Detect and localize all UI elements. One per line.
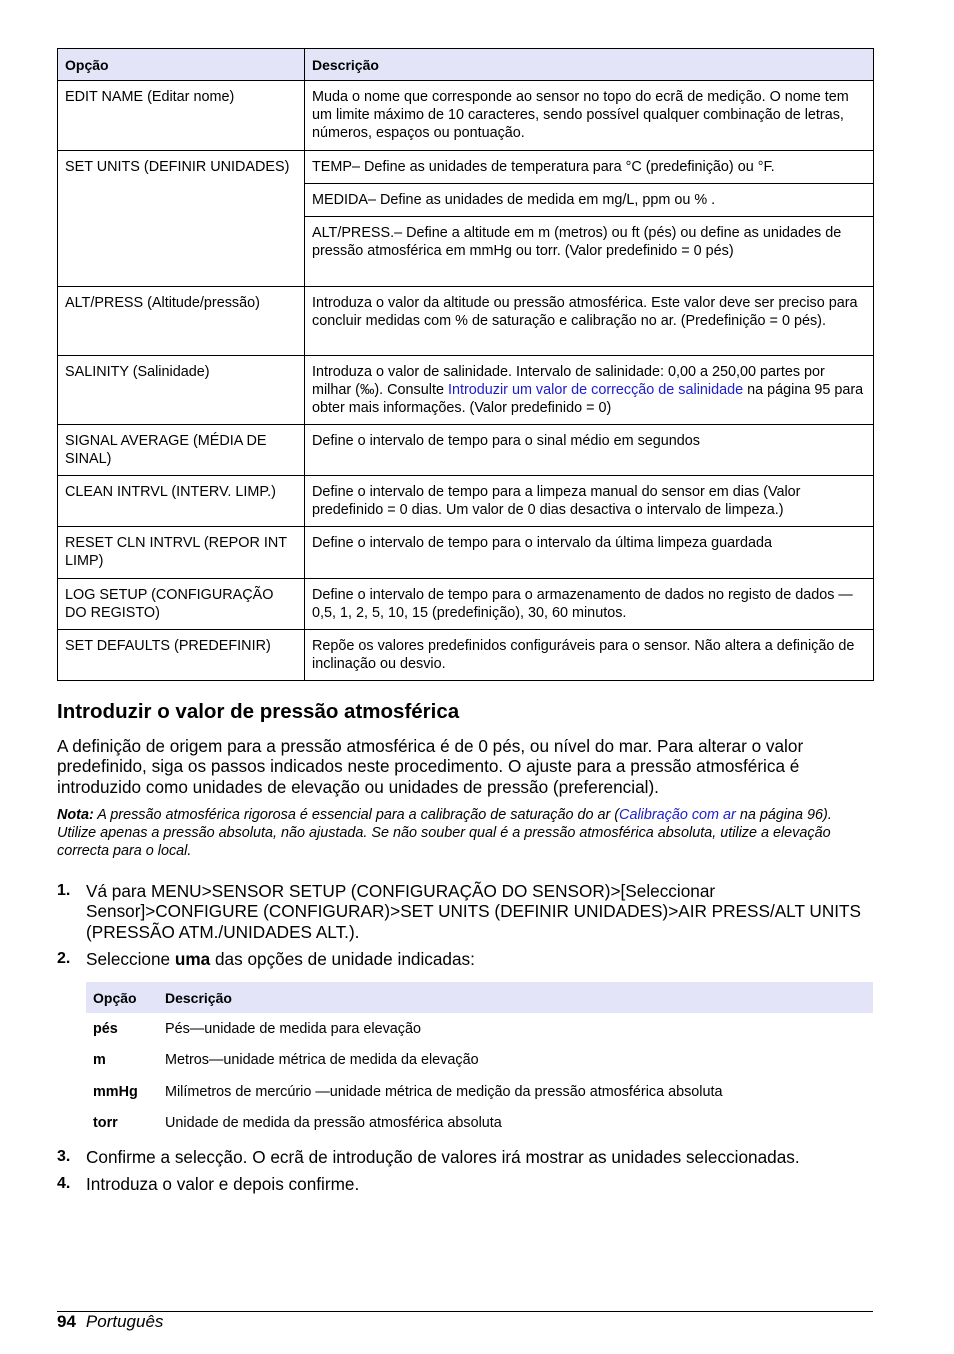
table-row (58, 81, 874, 151)
description-cell: Muda o nome que corresponde ao sensor no topo do ecrã de medição. O nome tem um limite máximo de 10 caracteres, sendo possível qualquer combinação de letras, números, espaços ou pontuação. (305, 81, 874, 151)
step-text: Vá para MENU>SENSOR SETUP (CONFIGURAÇÃO DO SENSOR)>[Seleccionar Sensor]>CONFIGURE (CONFIGURAR)>SET UNITS (DEFINIR UNIDADES)>AIR PRESS/ALT UNITS (PRESSÃO ATM./UNIDADES ALT.). (86, 881, 861, 942)
description-cell: Introduza o valor da altitude ou pressão atmosférica. Este valor deve ser preciso para concluir medidas com % de saturação e calibração no ar. (Predefinição = 0 pés). (305, 287, 874, 356)
table-row (58, 579, 874, 630)
note-label: Nota: (57, 807, 94, 823)
option-cell: SET UNITS (DEFINIR UNIDADES) (58, 151, 305, 287)
option-cell: EDIT NAME (Editar nome) (58, 81, 305, 151)
description-cell: Define o intervalo de tempo para o armazenamento de dados no registo de dados —0,5, 1, 2, 5, 10, 15 (predefinição), 30, 60 minutos. (305, 579, 874, 630)
description-cell: MEDIDA– Define as unidades de medida em mg/L, ppm ou % . (305, 184, 874, 217)
table-row (58, 356, 874, 425)
table-row (86, 1013, 873, 1045)
description-cell: Define o intervalo de tempo para a limpeza manual do sensor em dias (Valor predefinido = 0 dias. Um valor de 0 dias desactiva o intervalo de limpeza.) (305, 476, 874, 527)
description-cell: Define o intervalo de tempo para o sinal médio em segundos (305, 425, 874, 476)
table-row (58, 287, 874, 356)
description-cell: Repõe os valores predefinidos configuráveis para o sensor. Não altera a definição de inclinação ou desvio. (305, 630, 874, 681)
step-text-end: das opções de unidade indicadas: (210, 949, 475, 969)
description-cell: Define o intervalo de tempo para o intervalo da última limpeza guardada (305, 527, 874, 579)
unit-description: Unidade de medida da pressão atmosférica absoluta (165, 1115, 502, 1132)
option-cell: ALT/PRESS (Altitude/pressão) (58, 287, 305, 356)
unit-option: m (93, 1052, 106, 1069)
description-cell: ALT/PRESS.– Define a altitude em m (metros) ou ft (pés) ou define as unidades de pressão atmosférica em mmHg ou torr. (Valor predefinido = 0 pés) (305, 217, 874, 287)
step-text-bold: uma (174, 949, 211, 969)
step-number: 2. (57, 950, 71, 967)
note (57, 806, 873, 860)
salinity-description-text-end: na página 95 para obter mais informações. (Valor predefinido = 0) (312, 382, 864, 416)
description-cell: TEMP– Define as unidades de temperatura para °C (predefinição) ou °F. (305, 151, 874, 184)
air-calibration-link[interactable]: Calibração com ar (619, 807, 736, 823)
unit-description: Metros—unidade métrica de medida da elevação (165, 1052, 479, 1069)
table-row (58, 630, 874, 681)
footer (57, 1312, 163, 1332)
unit-option: torr (93, 1115, 118, 1132)
table-row (86, 1045, 873, 1077)
section-body: A definição de origem para a pressão atmosférica é de 0 pés, ou nível do mar. Para alterar o valor predefinido, siga os passos indicados neste procedimento. O ajuste para a pressão atmosférica é introduzido como unidades de elevação ou unidades de pressão (preferencial). (57, 736, 804, 797)
option-cell: SALINITY (Salinidade) (58, 356, 305, 425)
step-number: 3. (57, 1148, 71, 1165)
table-row (86, 1108, 873, 1140)
unit-option-header: Opção (86, 982, 158, 1013)
footer-language: Português (85, 1312, 164, 1331)
description-cell (305, 356, 874, 425)
table-row (58, 527, 874, 579)
table-row (86, 1076, 873, 1108)
options-table-header (58, 49, 874, 81)
unit-option: pés (93, 1020, 118, 1037)
salinity-correction-link[interactable]: Introduzir um valor de correcção de salinidade (447, 382, 744, 398)
unit-description: Pés—unidade de medida para elevação (165, 1020, 422, 1037)
options-table (57, 48, 874, 681)
option-cell: LOG SETUP (CONFIGURAÇÃO DO REGISTO) (58, 579, 305, 630)
unit-option: mmHg (93, 1083, 138, 1100)
description-column-header: Descrição (305, 49, 874, 81)
salinity-description-text: Introduza o valor de salinidade. Intervalo de salinidade: 0,00 a 250,00 partes por milhar (‰). Consulte (312, 364, 825, 398)
section-title: Introduzir o valor de pressão atmosférica (57, 700, 460, 723)
option-cell: SIGNAL AVERAGE (MÉDIA DE SINAL) (58, 425, 305, 476)
option-cell: RESET CLN INTRVL (REPOR INT LIMP) (58, 527, 305, 579)
page-number: 94 (57, 1312, 76, 1331)
page (57, 48, 873, 1194)
option-cell: CLEAN INTRVL (INTERV. LIMP.) (58, 476, 305, 527)
table-row (58, 425, 874, 476)
unit-description: Milímetros de mercúrio —unidade métrica de medição da pressão atmosférica absoluta (165, 1083, 723, 1100)
step-number: 1. (57, 882, 71, 899)
table-row (58, 476, 874, 527)
note-text-end: na página 96). Utilize apenas a pressão absoluta, não ajustada. Se não souber qual é a pressão atmosférica absoluta, utilize a elevação correcta para o local. (57, 807, 832, 859)
step-text: Confirme a selecção. O ecrã de introdução de valores irá mostrar as unidades seleccionadas. (86, 1147, 800, 1167)
step-text-start: Seleccione (86, 949, 175, 969)
step-number: 4. (57, 1175, 71, 1192)
units-table (86, 982, 873, 1139)
units-table-header (86, 982, 873, 1013)
note-text: A pressão atmosférica rigorosa é essencial para a calibração de saturação do ar ( (93, 807, 620, 823)
step-text: Introduza o valor e depois confirme. (86, 1174, 360, 1194)
option-column-header: Opção (58, 49, 305, 81)
table-row (58, 151, 874, 184)
footer-divider (57, 1311, 873, 1312)
step-text (86, 949, 873, 969)
option-cell: SET DEFAULTS (PREDEFINIR) (58, 630, 305, 681)
unit-description-header: Descrição (158, 982, 873, 1013)
